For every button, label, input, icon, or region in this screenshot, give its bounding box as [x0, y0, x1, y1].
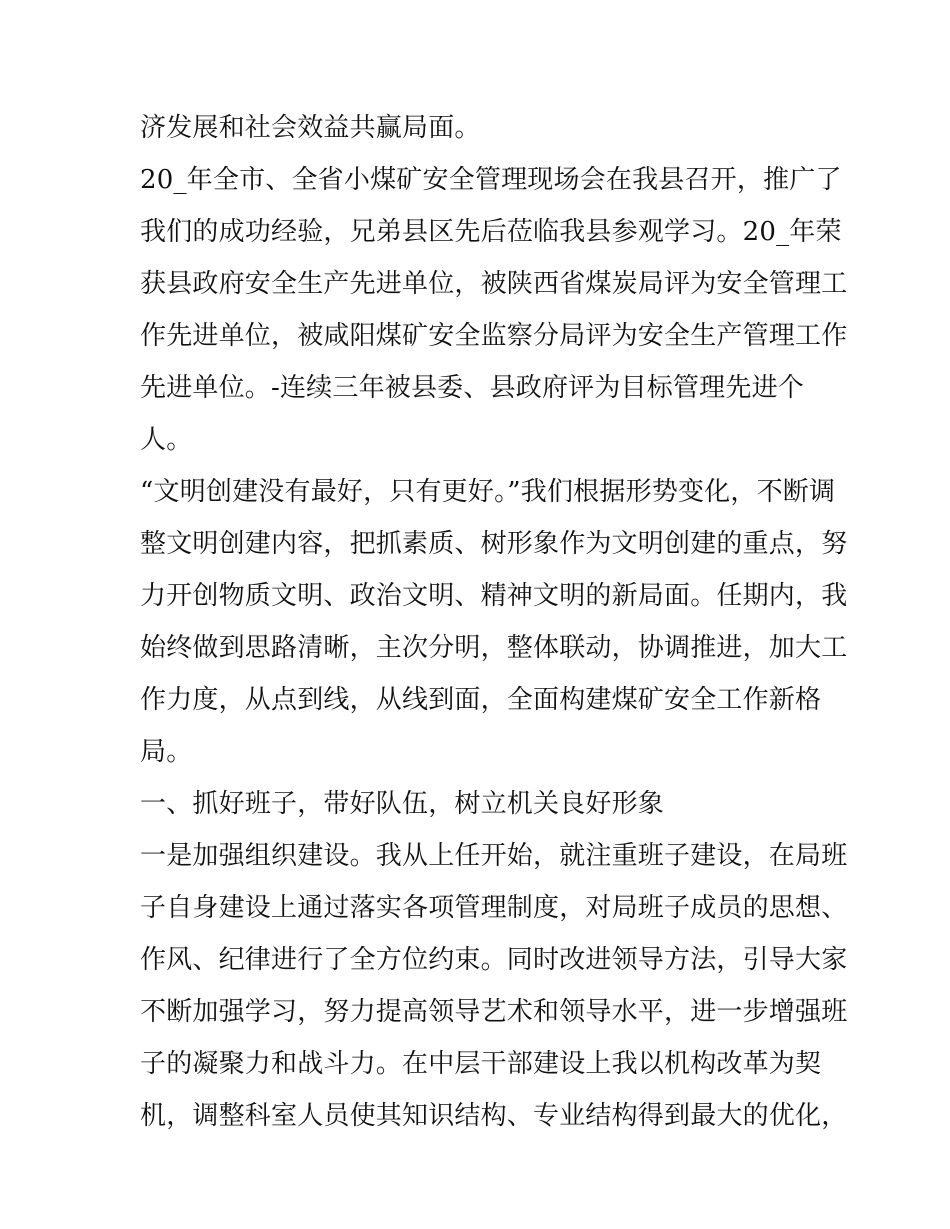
text-line: 一是加强组织建设。我从上任开始，就注重班子建设，在局班 — [140, 841, 848, 871]
text-line: 20_年全市、全省小煤矿安全管理现场会在我县召开，推广了 — [140, 165, 842, 195]
text-line: 济发展和社会效益共赢局面。 — [140, 113, 481, 143]
text-line: 整文明创建内容，把抓素质、树形象作为文明创建的重点，努 — [140, 529, 848, 559]
text-line: 作先进单位，被咸阳煤矿安全监察分局评为安全生产管理工作 — [140, 321, 848, 351]
text-line: 不断加强学习，努力提高领导艺术和领导水平，进一步增强班 — [140, 997, 848, 1027]
text-line: 人。 — [140, 425, 193, 455]
text-line: 子的凝聚力和战斗力。在中层干部建设上我以机构改革为契 — [140, 1049, 822, 1079]
text-line: “文明创建没有最好，只有更好。”我们根据形势变化，不断调 — [140, 477, 836, 507]
section-heading: 一、抓好班子，带好队伍，树立机关良好形象 — [140, 789, 665, 819]
text-line: 局。 — [140, 737, 193, 767]
text-line: 我们的成功经验，兄弟县区先后莅临我县参观学习。20_年荣 — [140, 217, 842, 247]
text-line: 先进单位。-连续三年被县委、县政府评为目标管理先进个 — [140, 373, 804, 403]
text-line: 作风、纪律进行了全方位约束。同时改进领导方法，引导大家 — [140, 945, 848, 975]
text-line: 机，调整科室人员使其知识结构、专业结构得到最大的优化， — [140, 1101, 848, 1131]
text-line: 始终做到思路清晰，主次分明，整体联动，协调推进，加大工 — [140, 633, 848, 663]
text-line: 作力度，从点到线，从线到面，全面构建煤矿安全工作新格 — [140, 685, 822, 715]
text-line: 子自身建设上通过落实各项管理制度，对局班子成员的思想、 — [140, 893, 848, 923]
text-line: 获县政府安全生产先进单位，被陕西省煤炭局评为安全管理工 — [140, 269, 848, 299]
text-line: 力开创物质文明、政治文明、精神文明的新局面。任期内，我 — [140, 581, 848, 611]
